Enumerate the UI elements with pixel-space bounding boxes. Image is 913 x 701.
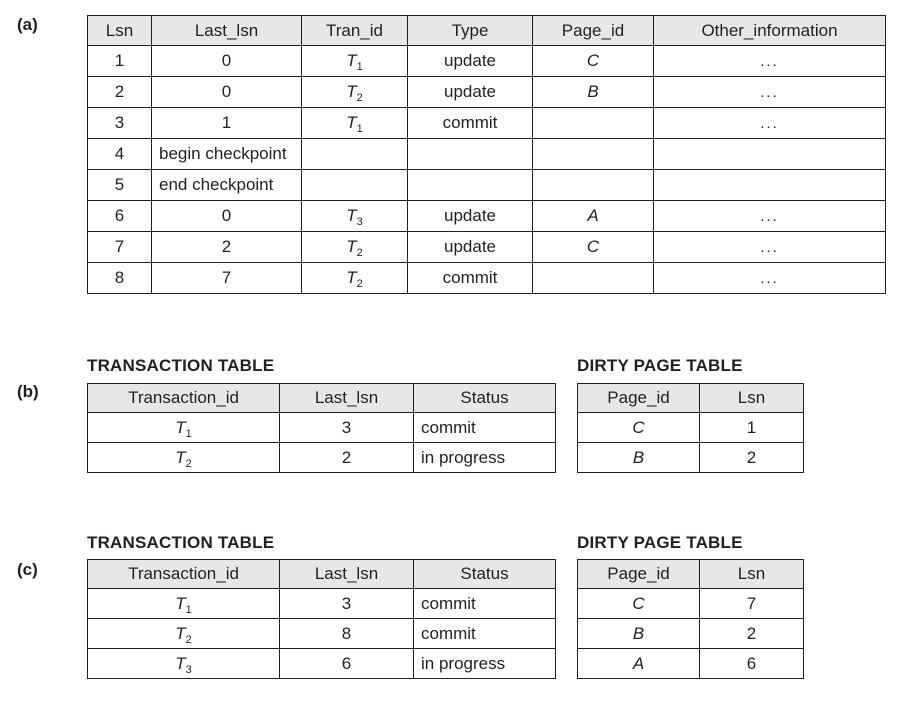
cell-other-information: ... — [654, 108, 886, 139]
cell-type: update — [408, 232, 533, 263]
cell-last-lsn: begin checkpoint — [152, 139, 302, 170]
cell-page-id: C — [578, 589, 700, 619]
table-row — [88, 232, 886, 263]
header-type: Type — [408, 16, 533, 46]
cell-other-information: ... — [654, 201, 886, 232]
cell-type — [408, 170, 533, 201]
cell-lsn: 6 — [88, 201, 152, 232]
cell-other-information: ... — [654, 77, 886, 108]
transaction-table-b — [87, 383, 556, 473]
table-row — [88, 77, 886, 108]
header-lsn: Lsn — [700, 384, 804, 413]
table-row — [88, 649, 556, 679]
header-transaction-id: Transaction_id — [88, 560, 280, 589]
cell-other-information: ... — [654, 263, 886, 294]
cell-page-id — [533, 139, 654, 170]
table-row — [88, 413, 556, 443]
cell-type: update — [408, 46, 533, 77]
header-lsn: Lsn — [88, 16, 152, 46]
cell-last-lsn: 0 — [152, 77, 302, 108]
header-page-id: Page_id — [533, 16, 654, 46]
table-row — [88, 443, 556, 473]
header-other-information: Other_information — [654, 16, 886, 46]
part-c-label: (c) — [17, 560, 38, 579]
cell-last-lsn: 0 — [152, 201, 302, 232]
part-a-label: (a) — [17, 15, 38, 34]
cell-last-lsn: 6 — [280, 649, 414, 679]
cell-last-lsn: 3 — [280, 413, 414, 443]
cell-last-lsn: 7 — [152, 263, 302, 294]
header-transaction-id: Transaction_id — [88, 384, 280, 413]
cell-page-id: C — [578, 413, 700, 443]
dirty-page-table-b — [577, 383, 804, 473]
cell-tran-id: $T_3$ — [302, 201, 408, 232]
cell-page-id — [533, 170, 654, 201]
header-status: Status — [414, 560, 556, 589]
cell-other-information — [654, 139, 886, 170]
cell-page-id — [533, 263, 654, 294]
header-last-lsn: Last_lsn — [280, 560, 414, 589]
cell-page-id: C — [533, 46, 654, 77]
cell-transaction-id: $T_3$ — [88, 649, 280, 679]
table-row — [88, 139, 886, 170]
table-row — [578, 649, 804, 679]
cell-transaction-id: $T_2$ — [88, 443, 280, 473]
table-row — [88, 170, 886, 201]
cell-lsn: 2 — [700, 443, 804, 473]
cell-type: update — [408, 201, 533, 232]
cell-tran-id: $T_1$ — [302, 46, 408, 77]
cell-lsn: 1 — [88, 46, 152, 77]
cell-other-information: ... — [654, 232, 886, 263]
log-table — [87, 15, 886, 294]
header-status: Status — [414, 384, 556, 413]
cell-tran-id: $T_2$ — [302, 77, 408, 108]
cell-transaction-id: $T_2$ — [88, 619, 280, 649]
cell-page-id: A — [533, 201, 654, 232]
cell-tran-id — [302, 139, 408, 170]
table-row — [88, 263, 886, 294]
cell-page-id: B — [533, 77, 654, 108]
cell-page-id: B — [578, 619, 700, 649]
cell-status: commit — [414, 589, 556, 619]
cell-page-id: B — [578, 443, 700, 473]
table-row — [578, 589, 804, 619]
cell-status: in progress — [414, 649, 556, 679]
cell-type: commit — [408, 263, 533, 294]
cell-status: in progress — [414, 443, 556, 473]
table-row — [88, 108, 886, 139]
cell-lsn: 3 — [88, 108, 152, 139]
cell-type — [408, 139, 533, 170]
cell-lsn: 2 — [88, 77, 152, 108]
cell-last-lsn: 1 — [152, 108, 302, 139]
cell-type: commit — [408, 108, 533, 139]
dirty-page-table-title: DIRTY PAGE TABLE — [577, 356, 743, 375]
transaction-table-title: TRANSACTION TABLE — [87, 356, 275, 375]
cell-last-lsn: 2 — [152, 232, 302, 263]
cell-last-lsn: 2 — [280, 443, 414, 473]
header-lsn: Lsn — [700, 560, 804, 589]
table-row — [88, 619, 556, 649]
cell-lsn: 7 — [88, 232, 152, 263]
part-b-label: (b) — [17, 382, 39, 401]
dirty-page-table-title: DIRTY PAGE TABLE — [577, 533, 743, 552]
cell-last-lsn: 0 — [152, 46, 302, 77]
header-last-lsn: Last_lsn — [280, 384, 414, 413]
cell-other-information: ... — [654, 46, 886, 77]
cell-lsn: 5 — [88, 170, 152, 201]
cell-lsn: 2 — [700, 619, 804, 649]
cell-last-lsn: 3 — [280, 589, 414, 619]
cell-lsn: 4 — [88, 139, 152, 170]
cell-lsn: 7 — [700, 589, 804, 619]
transaction-table-title: TRANSACTION TABLE — [87, 533, 275, 552]
cell-type: update — [408, 77, 533, 108]
dirty-page-table-c — [577, 559, 804, 679]
header-tran-id: Tran_id — [302, 16, 408, 46]
cell-tran-id: $T_1$ — [302, 108, 408, 139]
cell-tran-id — [302, 170, 408, 201]
cell-lsn: 1 — [700, 413, 804, 443]
header-page-id: Page_id — [578, 384, 700, 413]
cell-status: commit — [414, 619, 556, 649]
table-row — [88, 201, 886, 232]
cell-status: commit — [414, 413, 556, 443]
cell-transaction-id: $T_1$ — [88, 589, 280, 619]
cell-lsn: 8 — [88, 263, 152, 294]
table-row — [88, 589, 556, 619]
cell-lsn: 6 — [700, 649, 804, 679]
header-page-id: Page_id — [578, 560, 700, 589]
cell-page-id: C — [533, 232, 654, 263]
cell-tran-id: $T_2$ — [302, 263, 408, 294]
cell-tran-id: $T_2$ — [302, 232, 408, 263]
table-row — [578, 443, 804, 473]
cell-page-id: A — [578, 649, 700, 679]
cell-other-information — [654, 170, 886, 201]
cell-transaction-id: $T_1$ — [88, 413, 280, 443]
transaction-table-c — [87, 559, 556, 679]
header-last-lsn: Last_lsn — [152, 16, 302, 46]
table-row — [578, 413, 804, 443]
table-row — [578, 619, 804, 649]
table-row — [88, 46, 886, 77]
cell-last-lsn: end checkpoint — [152, 170, 302, 201]
cell-page-id — [533, 108, 654, 139]
cell-last-lsn: 8 — [280, 619, 414, 649]
